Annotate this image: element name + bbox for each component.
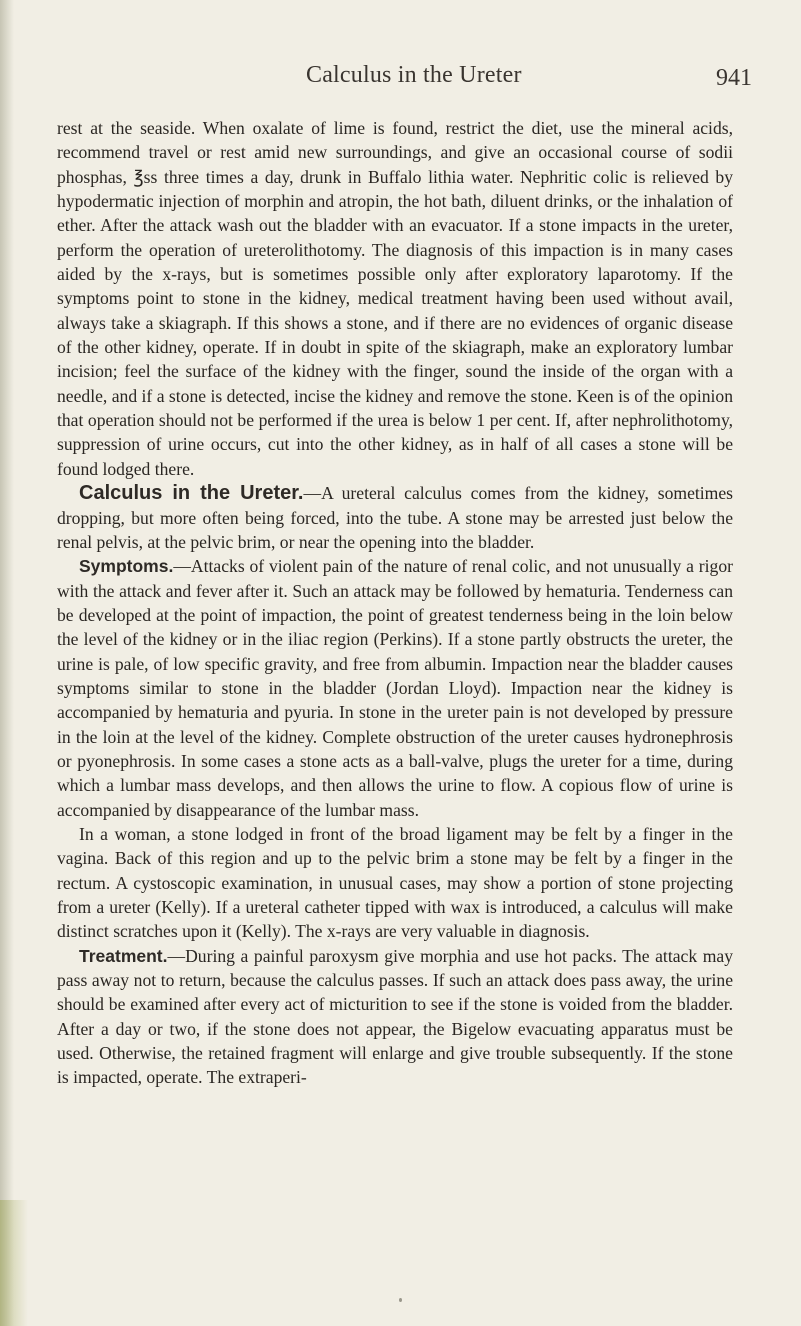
body-text xyxy=(57,116,733,1090)
section-heading-calculus-in-ureter: Calculus in the Ureter. xyxy=(79,482,304,505)
paragraph-treatment xyxy=(57,944,733,1090)
section-heading-symptoms: Symptoms. xyxy=(79,556,174,577)
paragraph-text: —Attacks of violent pain of the nature of renal colic, and not unusually a rigor with the attack and fever after it. Such an attack may be followed by hematuria. Tenderness can be developed at the point of impaction, the point of greatest tenderness being in the loin below the level of the kidney or in the iliac region (Perkins). If a stone partly obstructs the ureter, the urine is pale, of low specific gravity, and free from albumin. Impaction near the bladder causes symptoms similar to stone in the bladder (Jordan Lloyd). Impaction near the kidney is accompanied by hematuria and pyuria. In stone in the ureter pain is not developed by pressure in the loin at the level of the kidney. Complete obstruction of the ureter causes hydronephrosis or pyonephrosis. In some cases a stone acts as a ball-valve, plugs the ureter for a time, during which a lumbar mass develops, and then allows the urine to flow. A copious flow of urine is accompanied by disappearance of the lumbar mass. xyxy=(57,556,733,820)
paragraph-continuation: rest at the seaside. When oxalate of lime is found, restrict the diet, use the mineral acids, recommend travel or rest amid new surroundings, and give an occasional course of sodii phosphas, ℥ss three times a day, drunk in Buffalo lithia water. Nephritic colic is relieved by hypodermatic injection of morphin and atropin, the hot bath, diluent drinks, or the inhalation of ether. After the attack wash out the bladder with an evacuator. If a stone impacts in the ureter, perform the operation of ureterolithotomy. The diagnosis of this impaction is in many cases aided by the x-rays, but is sometimes possible only after exploratory laparotomy. If the symptoms point to stone in the kidney, medical treatment having been used without avail, always take a skiagraph. If this shows a stone, and if there are no evidences of organic disease of the other kidney, operate. If in doubt in spite of the skiagraph, make an exploratory lumbar incision; feel the surface of the kidney with the finger, sound the inside of the organ with a needle, and if a stone is detected, incise the kidney and remove the stone. Keen is of the opinion that operation should not be performed if the urea is below 1 per cent. If, after nephrolithotomy, suppression of urine occurs, cut into the other kidney, as in half of all cases a stone will be found lodged there. xyxy=(57,118,733,479)
paper-speck xyxy=(399,1298,402,1302)
section-heading-treatment: Treatment. xyxy=(79,945,168,966)
paragraph-symptoms xyxy=(57,554,733,822)
page-edge-shadow xyxy=(0,0,14,1326)
paragraph-woman-stone: In a woman, a stone lodged in front of the broad ligament may be felt by a finger in the vagina. Back of this region and up to the pelvic brim a stone may be felt by a finger in the rectum. A cystoscopic examination, in unusual cases, may show a portion of stone projecting from a ureter (Kelly). If a ureteral catheter tipped with wax is introduced, a calculus will make distinct scratches upon it (Kelly). The x-rays are very valuable in diagnosis. xyxy=(57,823,733,942)
running-title: Calculus in the Ureter xyxy=(306,62,522,88)
paragraph-text: —A ureteral calculus comes from the kidney, sometimes dropping, but more often being forced, into the tube. A stone may be arrested just below the renal pelvis, at the pelvic brim, or near the opening into the bladder. xyxy=(57,483,734,552)
page-corner-discoloration xyxy=(0,1200,28,1326)
paragraph-text: —During a painful paroxysm give morphia and use hot packs. The attack may pass away not to return, because the calculus passes. If such an attack does pass away, the urine should be examined after every act of micturition to see if the stone is voided from the bladder. After a day or two, if the stone does not appear, the Bigelow evacuating apparatus must be used. Otherwise, the retained fragment will enlarge and give trouble subsequently. If the stone is impacted, operate. The extraperi- xyxy=(57,945,733,1088)
paragraph-calculus-in-ureter xyxy=(57,481,733,554)
page-number: 941 xyxy=(716,65,752,91)
